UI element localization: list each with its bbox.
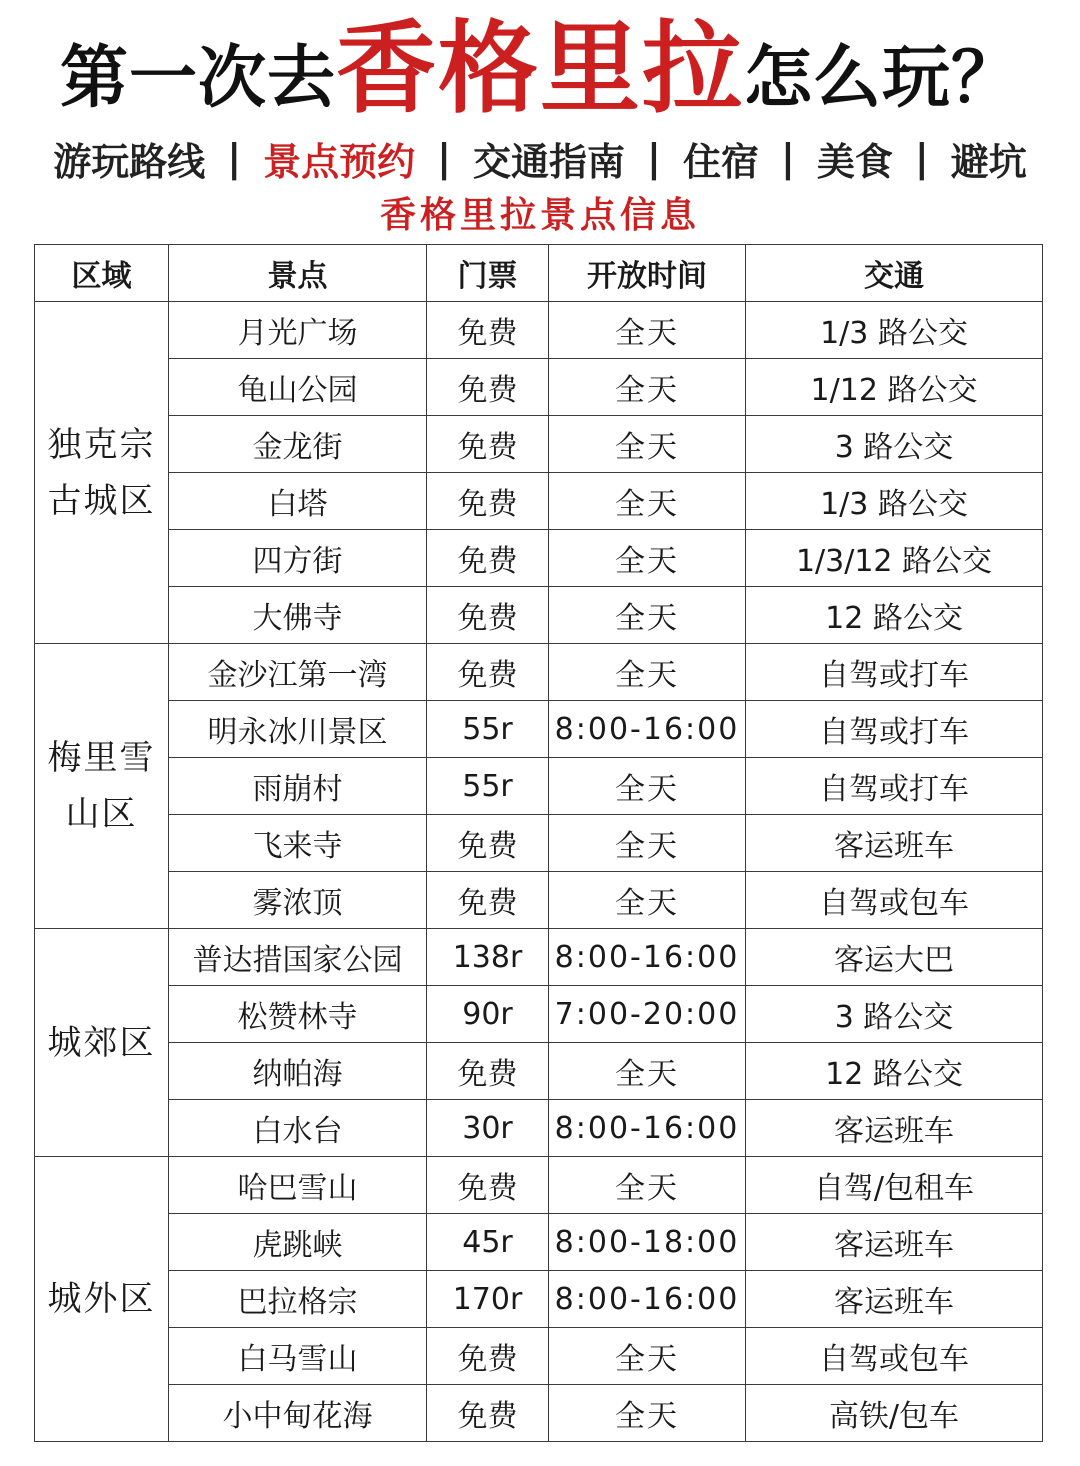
topic-item: 住宿 bbox=[682, 139, 759, 184]
cell-hours: 全天 bbox=[549, 587, 746, 644]
cell-ticket: 55r bbox=[427, 758, 549, 815]
cell-transit: 1/3 路公交 bbox=[746, 473, 1043, 530]
cell-spot: 雨崩村 bbox=[169, 758, 427, 815]
cell-spot: 普达措国家公园 bbox=[169, 929, 427, 986]
header-hours: 开放时间 bbox=[549, 245, 746, 302]
header-region: 区域 bbox=[35, 245, 169, 302]
cell-transit: 客运大巴 bbox=[746, 929, 1043, 986]
table-row bbox=[35, 1100, 1043, 1157]
cell-hours: 全天 bbox=[549, 302, 746, 359]
title-prefix: 第一次去 bbox=[59, 39, 336, 118]
table-row bbox=[35, 530, 1043, 587]
cell-ticket: 免费 bbox=[427, 473, 549, 530]
cell-transit: 3 路公交 bbox=[746, 986, 1043, 1043]
cell-hours: 全天 bbox=[549, 530, 746, 587]
cell-hours: 8:00-16:00 bbox=[549, 1100, 746, 1157]
cell-transit: 自驾或包车 bbox=[746, 1328, 1043, 1385]
cell-spot: 大佛寺 bbox=[169, 587, 427, 644]
cell-ticket: 免费 bbox=[427, 530, 549, 587]
cell-transit: 1/3 路公交 bbox=[746, 302, 1043, 359]
table-row bbox=[35, 587, 1043, 644]
cell-hours: 全天 bbox=[549, 758, 746, 815]
cell-ticket: 30r bbox=[427, 1100, 549, 1157]
topic-item: 游玩路线 bbox=[53, 139, 206, 184]
cell-hours: 7:00-20:00 bbox=[549, 986, 746, 1043]
header-ticket: 门票 bbox=[427, 245, 549, 302]
cell-hours: 全天 bbox=[549, 1385, 746, 1442]
cell-ticket: 免费 bbox=[427, 416, 549, 473]
cell-transit: 自驾或包车 bbox=[746, 872, 1043, 929]
table-row bbox=[35, 416, 1043, 473]
cell-hours: 8:00-16:00 bbox=[549, 929, 746, 986]
cell-spot: 明永冰川景区 bbox=[169, 701, 427, 758]
cell-transit: 自驾或打车 bbox=[746, 644, 1043, 701]
topic-item: 交通指南 bbox=[473, 139, 626, 184]
cell-ticket: 免费 bbox=[427, 1043, 549, 1100]
header-spot: 景点 bbox=[169, 245, 427, 302]
cell-spot: 哈巴雪山 bbox=[169, 1157, 427, 1214]
cell-ticket: 免费 bbox=[427, 644, 549, 701]
cell-spot: 白水台 bbox=[169, 1100, 427, 1157]
table-row bbox=[35, 359, 1043, 416]
table-row bbox=[35, 1385, 1043, 1442]
cell-region: 城外区 bbox=[35, 1157, 169, 1442]
table-row bbox=[35, 302, 1043, 359]
table-row bbox=[35, 929, 1043, 986]
cell-transit: 12 路公交 bbox=[746, 1043, 1043, 1100]
cell-spot: 金龙街 bbox=[169, 416, 427, 473]
cell-ticket: 免费 bbox=[427, 815, 549, 872]
table-row bbox=[35, 1043, 1043, 1100]
table-row bbox=[35, 872, 1043, 929]
cell-transit: 自驾或打车 bbox=[746, 701, 1043, 758]
topic-item: 避坑 bbox=[950, 139, 1027, 184]
cell-transit: 客运班车 bbox=[746, 1100, 1043, 1157]
cell-ticket: 170r bbox=[427, 1271, 549, 1328]
cell-spot: 金沙江第一湾 bbox=[169, 644, 427, 701]
cell-hours: 全天 bbox=[549, 473, 746, 530]
attractions-table bbox=[34, 244, 1043, 1442]
table-header-row bbox=[35, 245, 1043, 302]
cell-transit: 高铁/包车 bbox=[746, 1385, 1043, 1442]
cell-hours: 8:00-16:00 bbox=[549, 1271, 746, 1328]
cell-transit: 1/12 路公交 bbox=[746, 359, 1043, 416]
cell-ticket: 45r bbox=[427, 1214, 549, 1271]
table-row bbox=[35, 758, 1043, 815]
cell-hours: 8:00-18:00 bbox=[549, 1214, 746, 1271]
table-row bbox=[35, 1214, 1043, 1271]
cell-hours: 全天 bbox=[549, 1043, 746, 1100]
table-row bbox=[35, 1271, 1043, 1328]
topic-separator: | bbox=[914, 136, 929, 180]
cell-transit: 1/3/12 路公交 bbox=[746, 530, 1043, 587]
cell-transit: 客运班车 bbox=[746, 1271, 1043, 1328]
cell-hours: 全天 bbox=[549, 815, 746, 872]
topic-separator: | bbox=[227, 136, 242, 180]
cell-hours: 全天 bbox=[549, 872, 746, 929]
cell-spot: 小中甸花海 bbox=[169, 1385, 427, 1442]
table-row bbox=[35, 701, 1043, 758]
cell-transit: 自驾/包租车 bbox=[746, 1157, 1043, 1214]
cell-spot: 虎跳峡 bbox=[169, 1214, 427, 1271]
topic-item: 景点预约 bbox=[263, 139, 416, 184]
cell-spot: 白塔 bbox=[169, 473, 427, 530]
cell-hours: 全天 bbox=[549, 416, 746, 473]
cell-region: 独克宗古城区 bbox=[35, 302, 169, 644]
cell-hours: 8:00-16:00 bbox=[549, 701, 746, 758]
topic-separator: | bbox=[647, 136, 661, 180]
cell-transit: 自驾或打车 bbox=[746, 758, 1043, 815]
cell-hours: 全天 bbox=[549, 1328, 746, 1385]
page-title bbox=[0, 10, 1080, 127]
cell-hours: 全天 bbox=[549, 644, 746, 701]
cell-spot: 四方街 bbox=[169, 530, 427, 587]
cell-spot: 纳帕海 bbox=[169, 1043, 427, 1100]
cell-spot: 巴拉格宗 bbox=[169, 1271, 427, 1328]
topic-list bbox=[0, 128, 1080, 188]
cell-transit: 客运班车 bbox=[746, 1214, 1043, 1271]
cell-region: 梅里雪山区 bbox=[35, 644, 169, 929]
cell-spot: 松赞林寺 bbox=[169, 986, 427, 1043]
topic-separator: | bbox=[437, 136, 452, 180]
title-suffix: 怎么玩？ bbox=[744, 39, 1021, 118]
cell-hours: 全天 bbox=[549, 359, 746, 416]
cell-ticket: 免费 bbox=[427, 1328, 549, 1385]
table-row bbox=[35, 1157, 1043, 1214]
topic-separator: | bbox=[780, 136, 795, 180]
cell-ticket: 55r bbox=[427, 701, 549, 758]
table-row bbox=[35, 986, 1043, 1043]
cell-ticket: 免费 bbox=[427, 302, 549, 359]
cell-transit: 3 路公交 bbox=[746, 416, 1043, 473]
cell-spot: 白马雪山 bbox=[169, 1328, 427, 1385]
cell-ticket: 免费 bbox=[427, 1157, 549, 1214]
table-row bbox=[35, 473, 1043, 530]
table-row bbox=[35, 815, 1043, 872]
title-highlight: 香格里拉 bbox=[336, 10, 744, 127]
cell-spot: 雾浓顶 bbox=[169, 872, 427, 929]
table-body bbox=[35, 302, 1043, 1442]
section-title: 香格里拉景点信息 bbox=[379, 194, 700, 236]
table-row bbox=[35, 1328, 1043, 1385]
cell-spot: 飞来寺 bbox=[169, 815, 427, 872]
cell-ticket: 免费 bbox=[427, 587, 549, 644]
cell-spot: 月光广场 bbox=[169, 302, 427, 359]
topic-item: 美食 bbox=[816, 139, 893, 184]
cell-ticket: 免费 bbox=[427, 359, 549, 416]
cell-ticket: 138r bbox=[427, 929, 549, 986]
cell-ticket: 免费 bbox=[427, 1385, 549, 1442]
cell-region: 城郊区 bbox=[35, 929, 169, 1157]
cell-hours: 全天 bbox=[549, 1157, 746, 1214]
cell-spot: 龟山公园 bbox=[169, 359, 427, 416]
cell-transit: 客运班车 bbox=[746, 815, 1043, 872]
cell-ticket: 90r bbox=[427, 986, 549, 1043]
cell-transit: 12 路公交 bbox=[746, 587, 1043, 644]
cell-ticket: 免费 bbox=[427, 872, 549, 929]
header-transit: 交通 bbox=[746, 245, 1043, 302]
table-row bbox=[35, 644, 1043, 701]
